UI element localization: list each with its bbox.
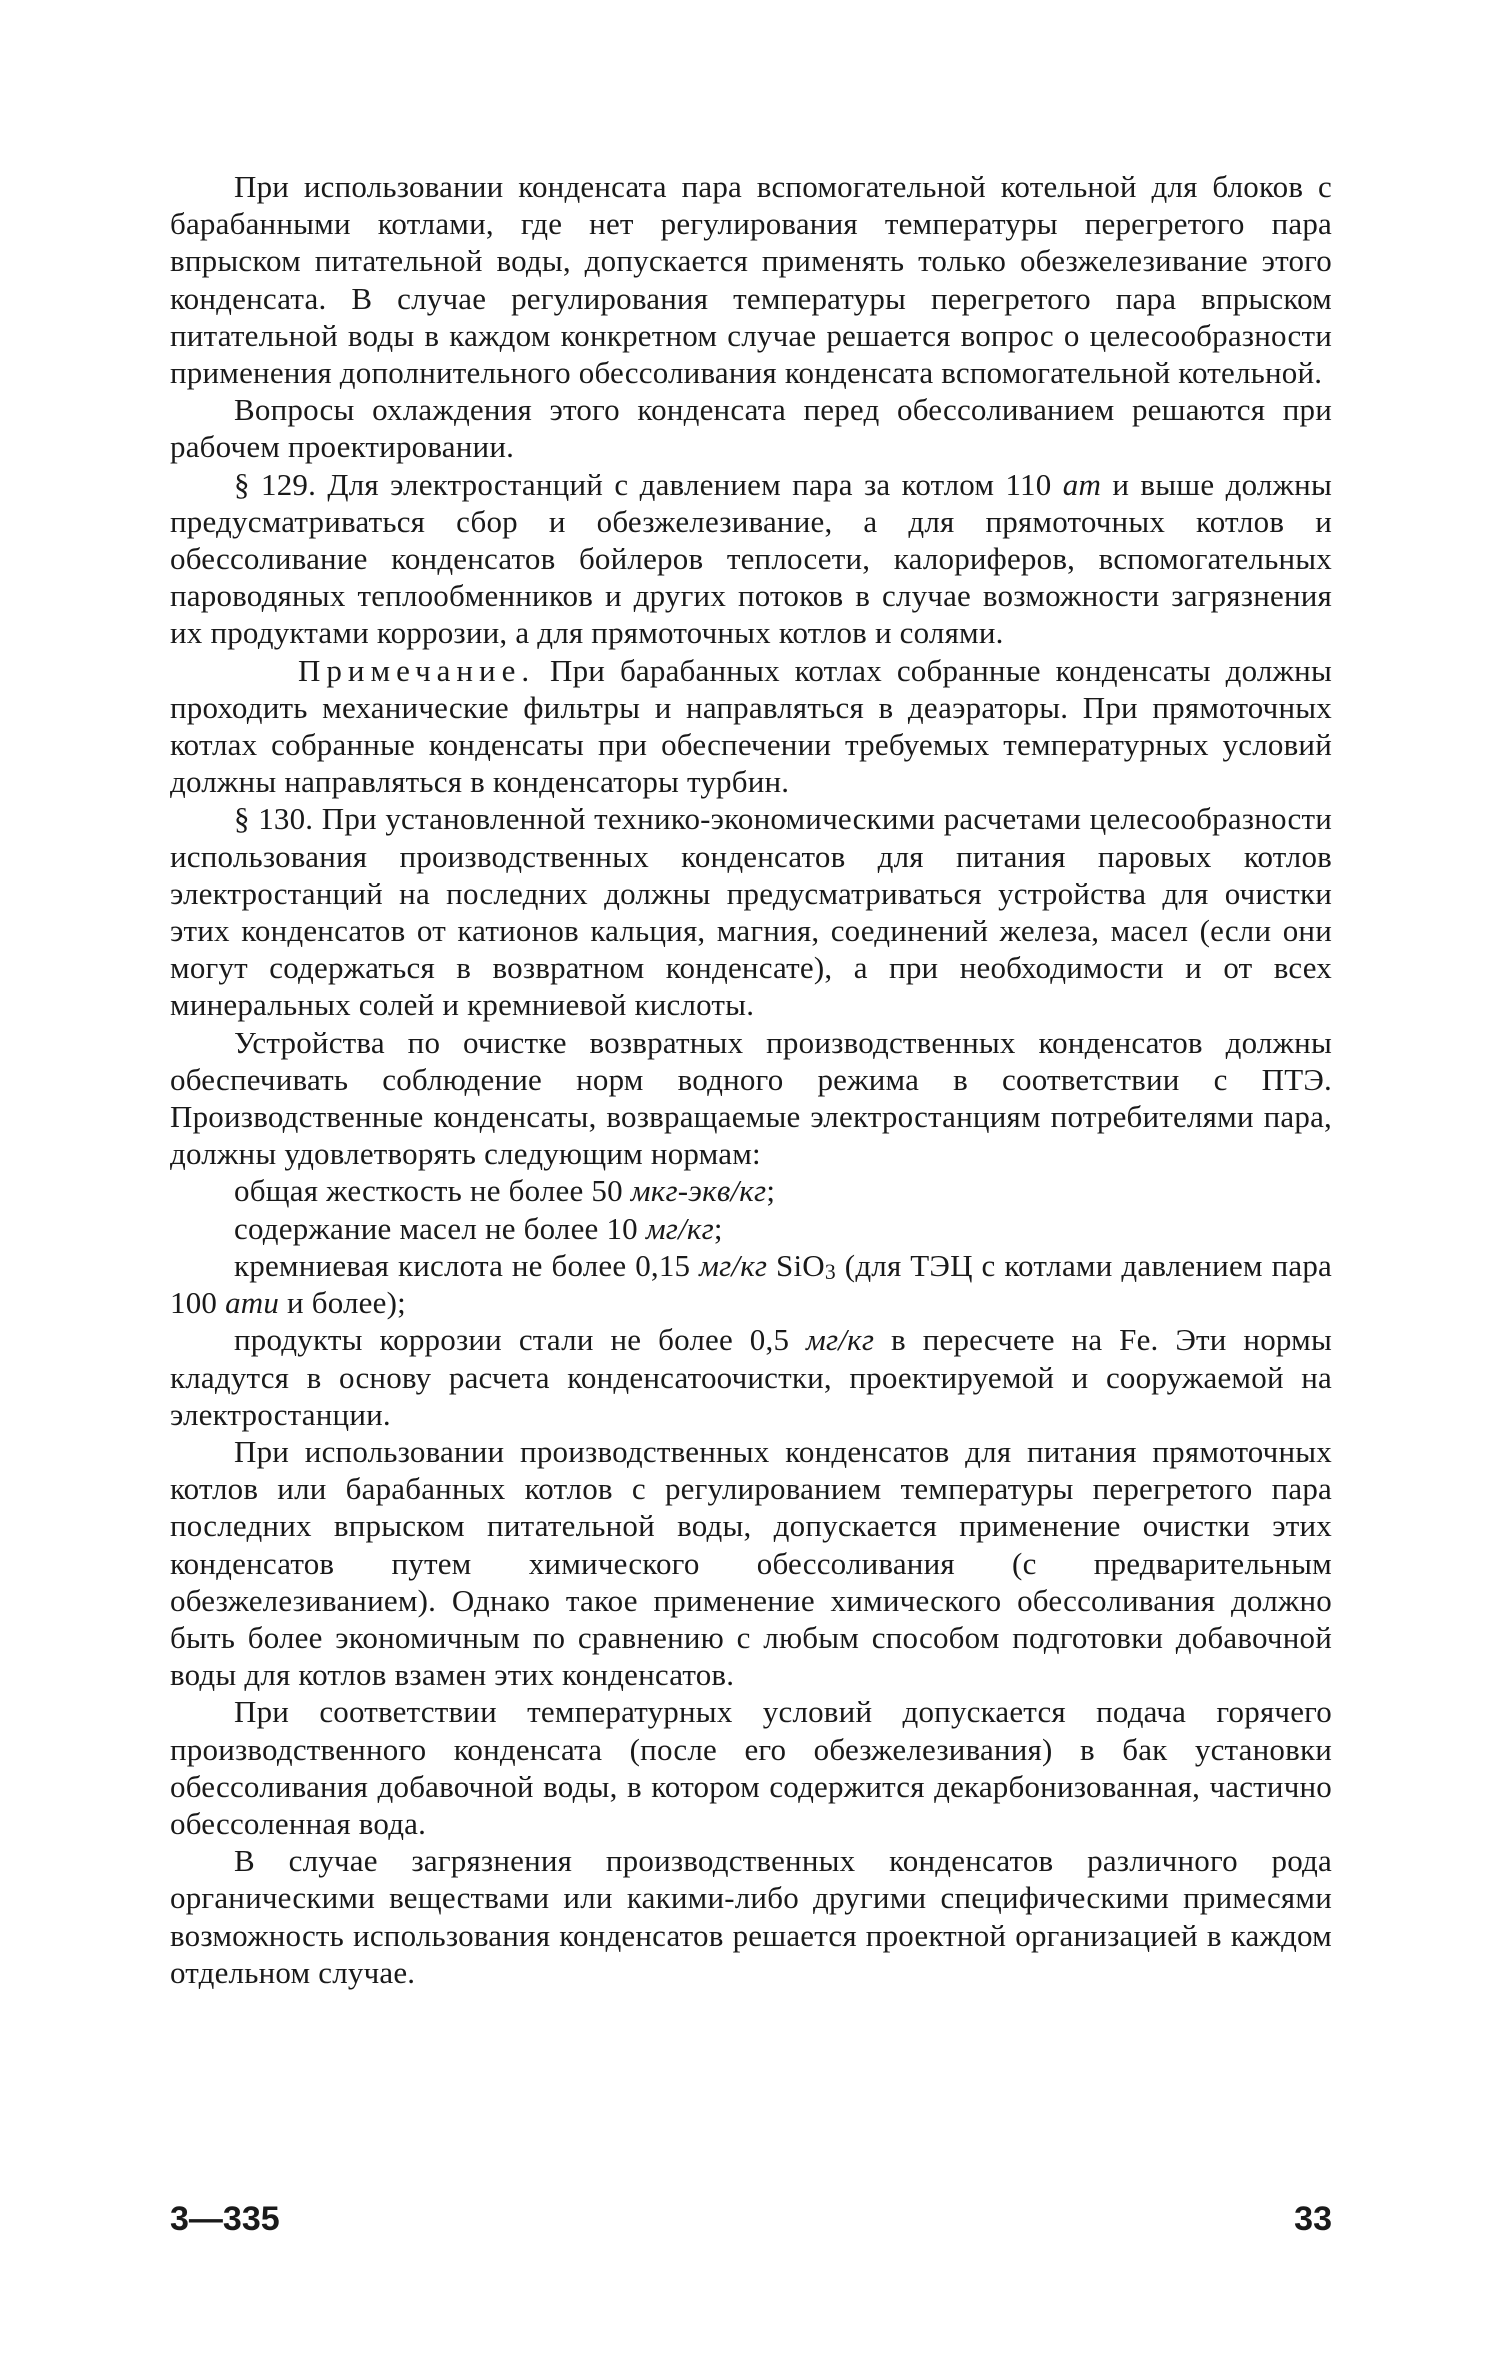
page-number: 33 [1294,2200,1332,2238]
norm-oil [170,1210,1332,1247]
norm-silicic-acid [170,1247,1332,1321]
norm-oil-unit: мг/кг [645,1210,714,1246]
paragraph-section-130: § 130. При установленной технико-экономическими расчетами целесообразности использования производственных конденсатов для питания паровых котлов электростанций на последних должны предусматриваться устройства для очистки этих конденсатов от катионов кальция, магния, соединений железа, масел (если они могут содержаться в возвратном конденсате), а при необходимости и от всех минеральных солей и кремниевой кислоты. [170,801,1332,1023]
norm-silicic-mid: (для ТЭЦ с котлами давлением пара 100 [170,1247,1332,1321]
printer-signature: 3—335 [170,2200,280,2238]
norm-oil-text: содержание масел не более 10 [234,1210,646,1246]
paragraph-chemical-desalination: При использовании производственных конденсатов для питания прямоточных котлов или барабанных котлов с регулированием температуры перегретого пара последних впрыском питательной воды, допускается применение очистки этих конденсатов путем химического обессоливания (с предварительным обезжелезиванием). Однако такое применение химического обессоливания должно быть более экономичным по сравнению с любым способом подготовки добавочной воды для котлов взамен этих конденсатов. [170,1433,1332,1693]
norm-hardness-text: общая жесткость не более 50 [234,1173,631,1209]
norm-corrosion [170,1321,1332,1433]
section-129-text-end: и выше должны предусматриваться сбор и обезжелезивание, а для прямоточных котлов и обессоливание конденсатов бойлеров теплосети, калориферов, вспомогательных пароводяных теплообменников и других потоков в случае возможности загрязнения их продуктами коррозии, а для прямоточных котлов и солями. [170,466,1332,651]
section-129-text-start: § 129. Для электростанций с давлением пара за котлом 110 [234,466,1063,502]
norm-silicic-subscript: 3 [824,1259,836,1284]
norm-hardness-end: ; [766,1173,776,1209]
norm-hardness-unit: мкг-экв/кг [630,1173,767,1209]
norm-corrosion-end: в пересчете на Fe. Эти нормы кладутся в основу расчета конденсатоочистки, проектируемой и сооружаемой на электростанции. [170,1322,1332,1432]
page-footer [170,2200,1332,2239]
page-body [170,168,1332,1991]
note-label: Примечание. [298,652,536,688]
paragraph-contamination: В случае загрязнения производственных конденсатов различного рода органическими веществами или какими-либо другими специфическими примесями возможность использования конденсатов решается проектной организацией в каждом отдельном случае. [170,1843,1332,1990]
note-text: При барабанных котлах собранные конденсаты должны проходить механические фильтры и направляться в деаэраторы. При прямоточных котлах собранные конденсаты при обеспечении требуемых температурных условий должны направляться в конденсаторы турбин. [170,652,1332,800]
norm-oil-end: ; [713,1210,723,1246]
norm-corrosion-unit: мг/кг [806,1322,875,1358]
pressure-unit: ат [1062,466,1102,502]
paragraph-condensate-auxiliary-boiler: При использовании конденсата пара вспомогательной котельной для блоков с барабанными котлами, где нет регулирования температуры перегретого пара впрыском питательной воды, допускается применять только обезжелезивание этого конденсата. В случае регулирования температуры перегретого пара впрыском питательной воды в каждом конкретном случае решается вопрос о целесообразности применения дополнительного обессоливания конденсата вспомогательной котельной. [170,169,1332,391]
paragraph-section-129 [170,466,1332,652]
norm-silicic-unit: мг/кг [699,1247,768,1283]
norm-corrosion-text: продукты коррозии стали не более 0,5 [234,1322,807,1358]
paragraph-norms-intro: Устройства по очистке возвратных производственных конденсатов должны обеспечивать соблюдение норм водного режима в соответствии с ПТЭ. Производственные конденсаты, возвращаемые электростанциям потребителями пара, должны удовлетворять следующим нормам: [170,1024,1332,1172]
norm-silicic-formula: SiO [767,1247,825,1283]
paragraph-cooling: Вопросы охлаждения этого конденсата перед обессоливанием решаются при рабочем проектировании. [170,392,1332,465]
norm-silicic-pressure-unit: ати [225,1285,280,1321]
norm-hardness [170,1172,1332,1209]
norm-silicic-text: кремниевая кислота не более 0,15 [234,1247,700,1283]
norm-silicic-end: и более); [279,1285,406,1321]
paragraph-hot-condensate: При соответствии температурных условий допускается подача горячего производственного конденсата (после его обезжелезивания) в бак установки обессоливания добавочной воды, в котором содержится декарбонизованная, частично обессоленная вода. [170,1694,1332,1841]
note-paragraph [170,652,1332,801]
